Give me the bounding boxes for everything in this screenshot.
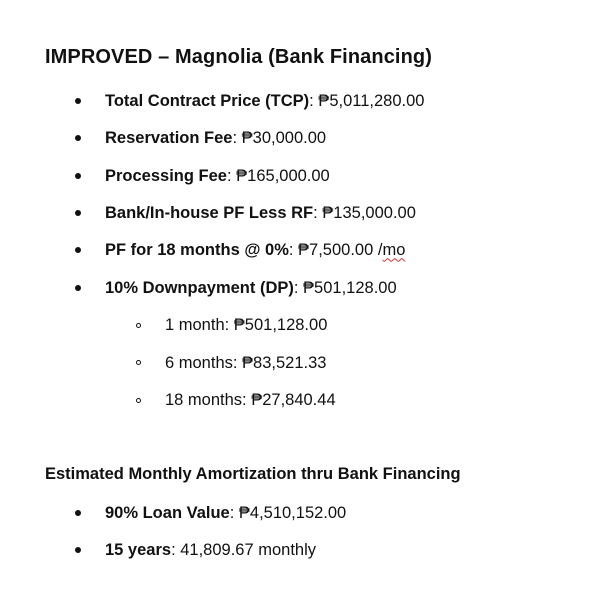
item-value: : ₱165,000.00 — [226, 166, 330, 185]
sub-list-item: 1 month: ₱501,128.00 — [165, 315, 328, 334]
bullet-icon — [75, 173, 81, 179]
item-label: Bank/In-house PF Less RF — [105, 203, 314, 222]
item-value: : 41,809.67 monthly — [171, 540, 317, 559]
item-label: Total Contract Price (TCP) — [105, 91, 310, 110]
sub-bullet-icon — [136, 360, 141, 365]
item-label: 15 years — [105, 540, 172, 559]
item-value: : ₱30,000.00 — [232, 128, 327, 147]
sub-bullet-icon — [136, 398, 141, 403]
bullet-icon — [75, 247, 81, 253]
sub-list-item: 18 months: ₱27,840.44 — [165, 390, 336, 409]
bullet-icon — [75, 98, 81, 104]
bullet-icon — [75, 285, 81, 291]
document-title: IMPROVED – Magnolia (Bank Financing) — [45, 46, 432, 68]
list-item-processing-fee — [105, 165, 330, 187]
bullet-icon — [75, 210, 81, 216]
sub-bullet-icon — [136, 323, 141, 328]
item-label: Processing Fee — [105, 166, 227, 185]
item-value: : ₱5,011,280.00 — [309, 91, 425, 110]
list-item-term — [105, 539, 316, 561]
item-label: 10% Downpayment (DP) — [105, 278, 294, 297]
spellcheck-word: mo — [382, 240, 406, 259]
list-item-pf-less-rf — [105, 202, 416, 224]
item-label: 90% Loan Value — [105, 503, 230, 522]
section-heading: Estimated Monthly Amortization thru Bank Financing — [45, 465, 461, 483]
list-item-loan-value — [105, 502, 346, 524]
bullet-icon — [75, 510, 81, 516]
item-value: : ₱4,510,152.00 — [229, 503, 347, 522]
item-value: : ₱7,500.00 / — [288, 240, 383, 259]
list-item-tcp — [105, 90, 424, 112]
sub-list-item: 6 months: ₱83,521.33 — [165, 353, 327, 372]
list-item-reservation-fee — [105, 127, 326, 149]
item-value: : ₱135,000.00 — [313, 203, 416, 222]
item-label: Reservation Fee — [105, 128, 233, 147]
bullet-icon — [75, 547, 81, 553]
item-label: PF for 18 months @ 0% — [105, 240, 289, 259]
list-item-downpayment — [105, 277, 397, 299]
item-value: : ₱501,128.00 — [293, 278, 397, 297]
list-item-pf-18-months — [105, 239, 405, 261]
bullet-icon — [75, 135, 81, 141]
